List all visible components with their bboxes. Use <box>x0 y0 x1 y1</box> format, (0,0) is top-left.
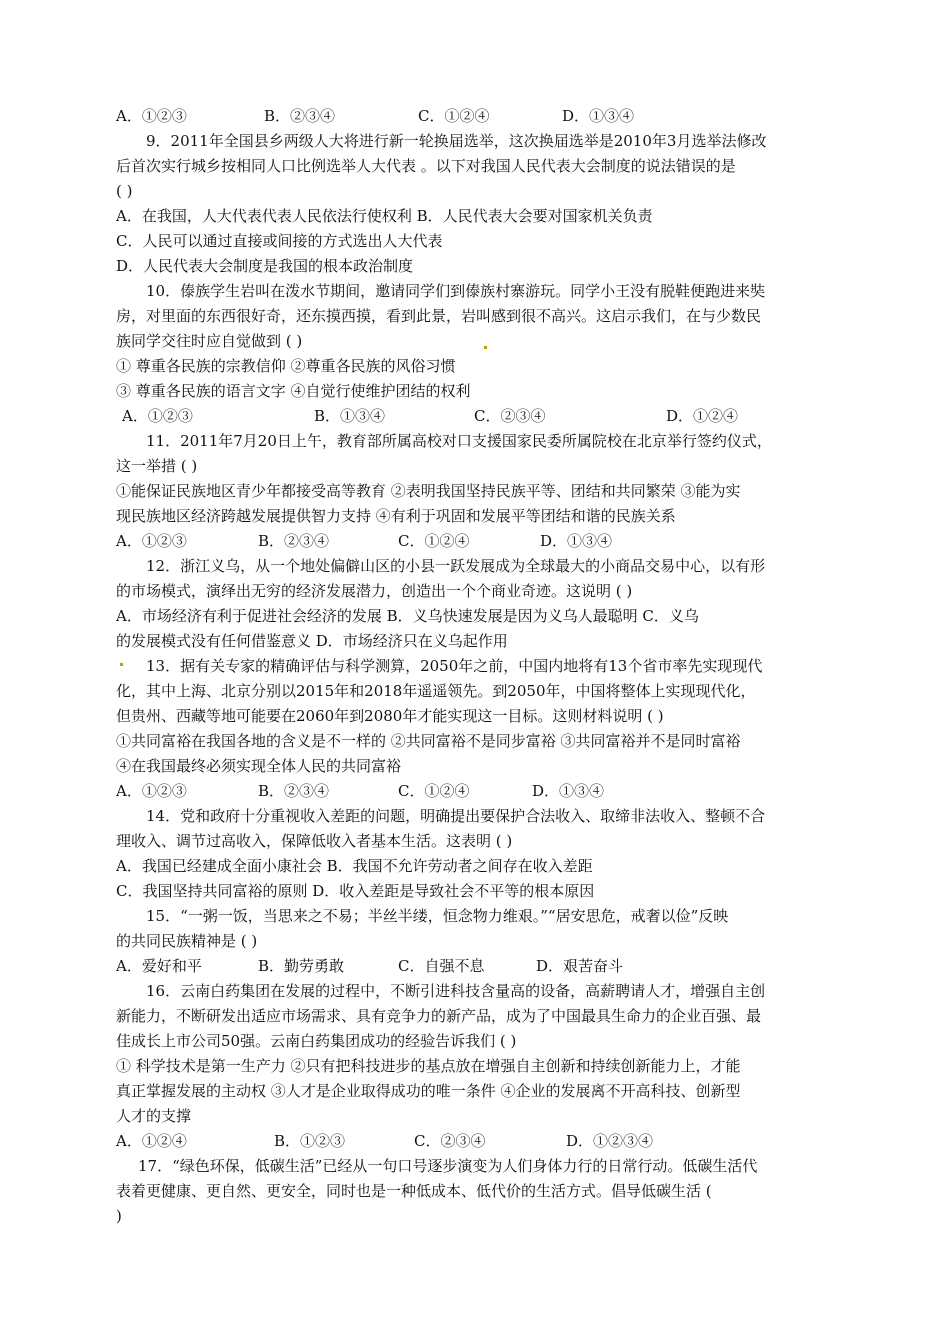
q11-item-line-2: 现民族地区经济跨越发展提供智力支持 ④有利于巩固和发展平等团结和谐的民族关系 <box>116 507 676 525</box>
q10-item-line-1: ① 尊重各民族的宗教信仰 ②尊重各民族的风俗习惯 <box>116 357 456 375</box>
q8-option-c[interactable]: C．①②④ <box>418 107 490 125</box>
q16-item-line-1: ① 科学技术是第一生产力 ②只有把科技进步的基点放在增强自主创新和持续创新能力上，才能 <box>116 1057 741 1075</box>
q11-option-a[interactable]: A．①②③ <box>116 532 187 550</box>
q8-option-a[interactable]: A．①②③ <box>116 107 187 125</box>
q15-option-d[interactable]: D．艰苦奋斗 <box>536 957 624 975</box>
q13-item-line-2: ④在我国最终必须实现全体人民的共同富裕 <box>116 757 402 775</box>
scan-artifact-dot <box>120 663 123 666</box>
q10-option-a[interactable]: A．①②③ <box>122 407 193 425</box>
q14-text-line-1: 14．党和政府十分重视收入差距的问题，明确提出要保护合法收入、取缔非法收入、整顿不合 <box>146 807 766 825</box>
q11-option-d[interactable]: D．①③④ <box>540 532 613 550</box>
q15-text-line-1: 15．“一粥一饭，当思来之不易；半丝半缕，恒念物力维艰。”“居安思危，戒奢以俭”反映 <box>146 907 729 925</box>
q13-option-a[interactable]: A．①②③ <box>116 782 187 800</box>
q12-option-line-2[interactable]: 的发展模式没有任何借鉴意义 D．市场经济只在义乌起作用 <box>116 632 508 650</box>
q12-text-line-1: 12．浙江义乌，从一个地处偏僻山区的小县一跃发展成为全球最大的小商品交易中心，以有形 <box>146 557 766 575</box>
q16-text-line-3: 佳成长上市公司50强。云南白药集团成功的经验告诉我们 ( ) <box>116 1032 517 1050</box>
q13-text-line-2: 化，其中上海、北京分别以2015年和2018年遥遥领先。到2050年，中国将整体上实现现代化， <box>116 682 756 700</box>
q16-option-d[interactable]: D．①②③④ <box>566 1132 654 1150</box>
q15-option-c[interactable]: C．自强不息 <box>398 957 485 975</box>
q10-options <box>116 404 840 429</box>
q8-options <box>116 104 840 129</box>
q16-item-line-3: 人才的支撑 <box>116 1107 192 1125</box>
q16-option-a[interactable]: A．①②④ <box>116 1132 187 1150</box>
q15-option-b[interactable]: B．勤劳勇敢 <box>258 957 345 975</box>
q10-option-c[interactable]: C．②③④ <box>474 407 546 425</box>
q8-option-d[interactable]: D．①③④ <box>562 107 635 125</box>
q13-option-b[interactable]: B．②③④ <box>258 782 330 800</box>
q14-text-line-2: 理收入、调节过高收入，保障低收入者基本生活。这表明 ( ) <box>116 832 513 850</box>
q13-text-line-1: 13．据有关专家的精确评估与科学测算，2050年之前，中国内地将有13个省市率先实现现代 <box>146 657 763 675</box>
q15-option-a[interactable]: A．爱好和平 <box>116 957 202 975</box>
q15-text-line-2: 的共同民族精神是 ( ) <box>116 932 258 950</box>
q9-option-d[interactable]: D．人民代表大会制度是我国的根本政治制度 <box>116 257 414 275</box>
q9-option-ab[interactable]: A．在我国，人大代表代表人民依法行使权利 B．人民代表大会要对国家机关负责 <box>116 207 653 225</box>
q17-answer-blank[interactable]: ) <box>116 1207 122 1225</box>
q10-text-line-3: 族同学交往时应自觉做到 ( ) <box>116 332 303 350</box>
q13-options <box>116 779 840 804</box>
q10-option-d[interactable]: D．①②④ <box>666 407 739 425</box>
exam-page <box>116 104 840 1229</box>
q17-text-line-1: 17．“绿色环保，低碳生活”已经从一句口号逐步演变为人们身体力行的日常行动。低碳生活代 <box>138 1157 758 1175</box>
q13-item-line-1: ①共同富裕在我国各地的含义是不一样的 ②共同富裕不是同步富裕 ③共同富裕并不是同时富裕 <box>116 732 741 750</box>
q9-text-line-1: 9．2011年全国县乡两级人大将进行新一轮换届选举，这次换届选举是2010年3月选举法修改 <box>146 132 767 150</box>
q16-text-line-2: 新能力，不断研发出适应市场需求、具有竞争力的新产品，成为了中国最具生命力的企业百强、最 <box>116 1007 762 1025</box>
q10-item-line-2: ③ 尊重各民族的语言文字 ④自觉行使维护团结的权利 <box>116 382 471 400</box>
q10-text-line-1: 10．傣族学生岩叫在泼水节期间，邀请同学们到傣族村寨游玩。同学小王没有脱鞋便跑进来奘 <box>146 282 766 300</box>
q10-text-line-2: 房，对里面的东西很好奇，还东摸西摸，看到此景，岩叫感到很不高兴。这启示我们，在与少数民 <box>116 307 762 325</box>
q11-options <box>116 529 840 554</box>
q11-option-c[interactable]: C．①②④ <box>398 532 470 550</box>
q9-answer-blank[interactable]: ( ) <box>116 182 133 200</box>
q16-text-line-1: 16．云南白药集团在发展的过程中，不断引进科技含量高的设备，高薪聘请人才，增强自主创 <box>146 982 766 1000</box>
q15-options <box>116 954 840 979</box>
q17-text-line-2: 表着更健康、更自然、更安全，同时也是一种低成本、低代价的生活方式。倡导低碳生活 ( <box>116 1182 712 1200</box>
q16-option-b[interactable]: B．①②③ <box>274 1132 346 1150</box>
q11-option-b[interactable]: B．②③④ <box>258 532 330 550</box>
q13-option-c[interactable]: C．①②④ <box>398 782 470 800</box>
q10-option-b[interactable]: B．①③④ <box>314 407 386 425</box>
q13-option-d[interactable]: D．①③④ <box>532 782 605 800</box>
q14-option-line-1[interactable]: A．我国已经建成全面小康社会 B．我国不允许劳动者之间存在收入差距 <box>116 857 593 875</box>
q9-text-line-2: 后首次实行城乡按相同人口比例选举人大代表 。以下对我国人民代表大会制度的说法错误的是 <box>116 157 736 175</box>
q16-option-c[interactable]: C．②③④ <box>414 1132 486 1150</box>
q11-item-line-1: ①能保证民族地区青少年都接受高等教育 ②表明我国坚持民族平等、团结和共同繁荣 ③能为实 <box>116 482 741 500</box>
q11-text-line-1: 11．2011年7月20日上午，教育部所属高校对口支援国家民委所属院校在北京举行签约仪式， <box>146 432 772 450</box>
q16-item-line-2: 真正掌握发展的主动权 ③人才是企业取得成功的唯一条件 ④企业的发展离不开高科技、创新型 <box>116 1082 741 1100</box>
q12-text-line-2: 的市场模式，演绎出无穷的经济发展潜力，创造出一个个商业奇迹。这说明 ( ) <box>116 582 633 600</box>
q12-option-line-1[interactable]: A．市场经济有利于促进社会经济的发展 B．义乌快速发展是因为义乌人最聪明 C．义乌 <box>116 607 699 625</box>
q8-option-b[interactable]: B．②③④ <box>264 107 336 125</box>
q9-option-c[interactable]: C．人民可以通过直接或间接的方式选出人大代表 <box>116 232 443 250</box>
q11-text-line-2: 这一举措 ( ) <box>116 457 198 475</box>
scan-artifact-dot <box>484 346 487 349</box>
q14-option-line-2[interactable]: C．我国坚持共同富裕的原则 D．收入差距是导致社会不平等的根本原因 <box>116 882 595 900</box>
q13-text-line-3: 但贵州、西藏等地可能要在2060年到2080年才能实现这一目标。这则材料说明 ( ) <box>116 707 664 725</box>
q16-options <box>116 1129 840 1154</box>
